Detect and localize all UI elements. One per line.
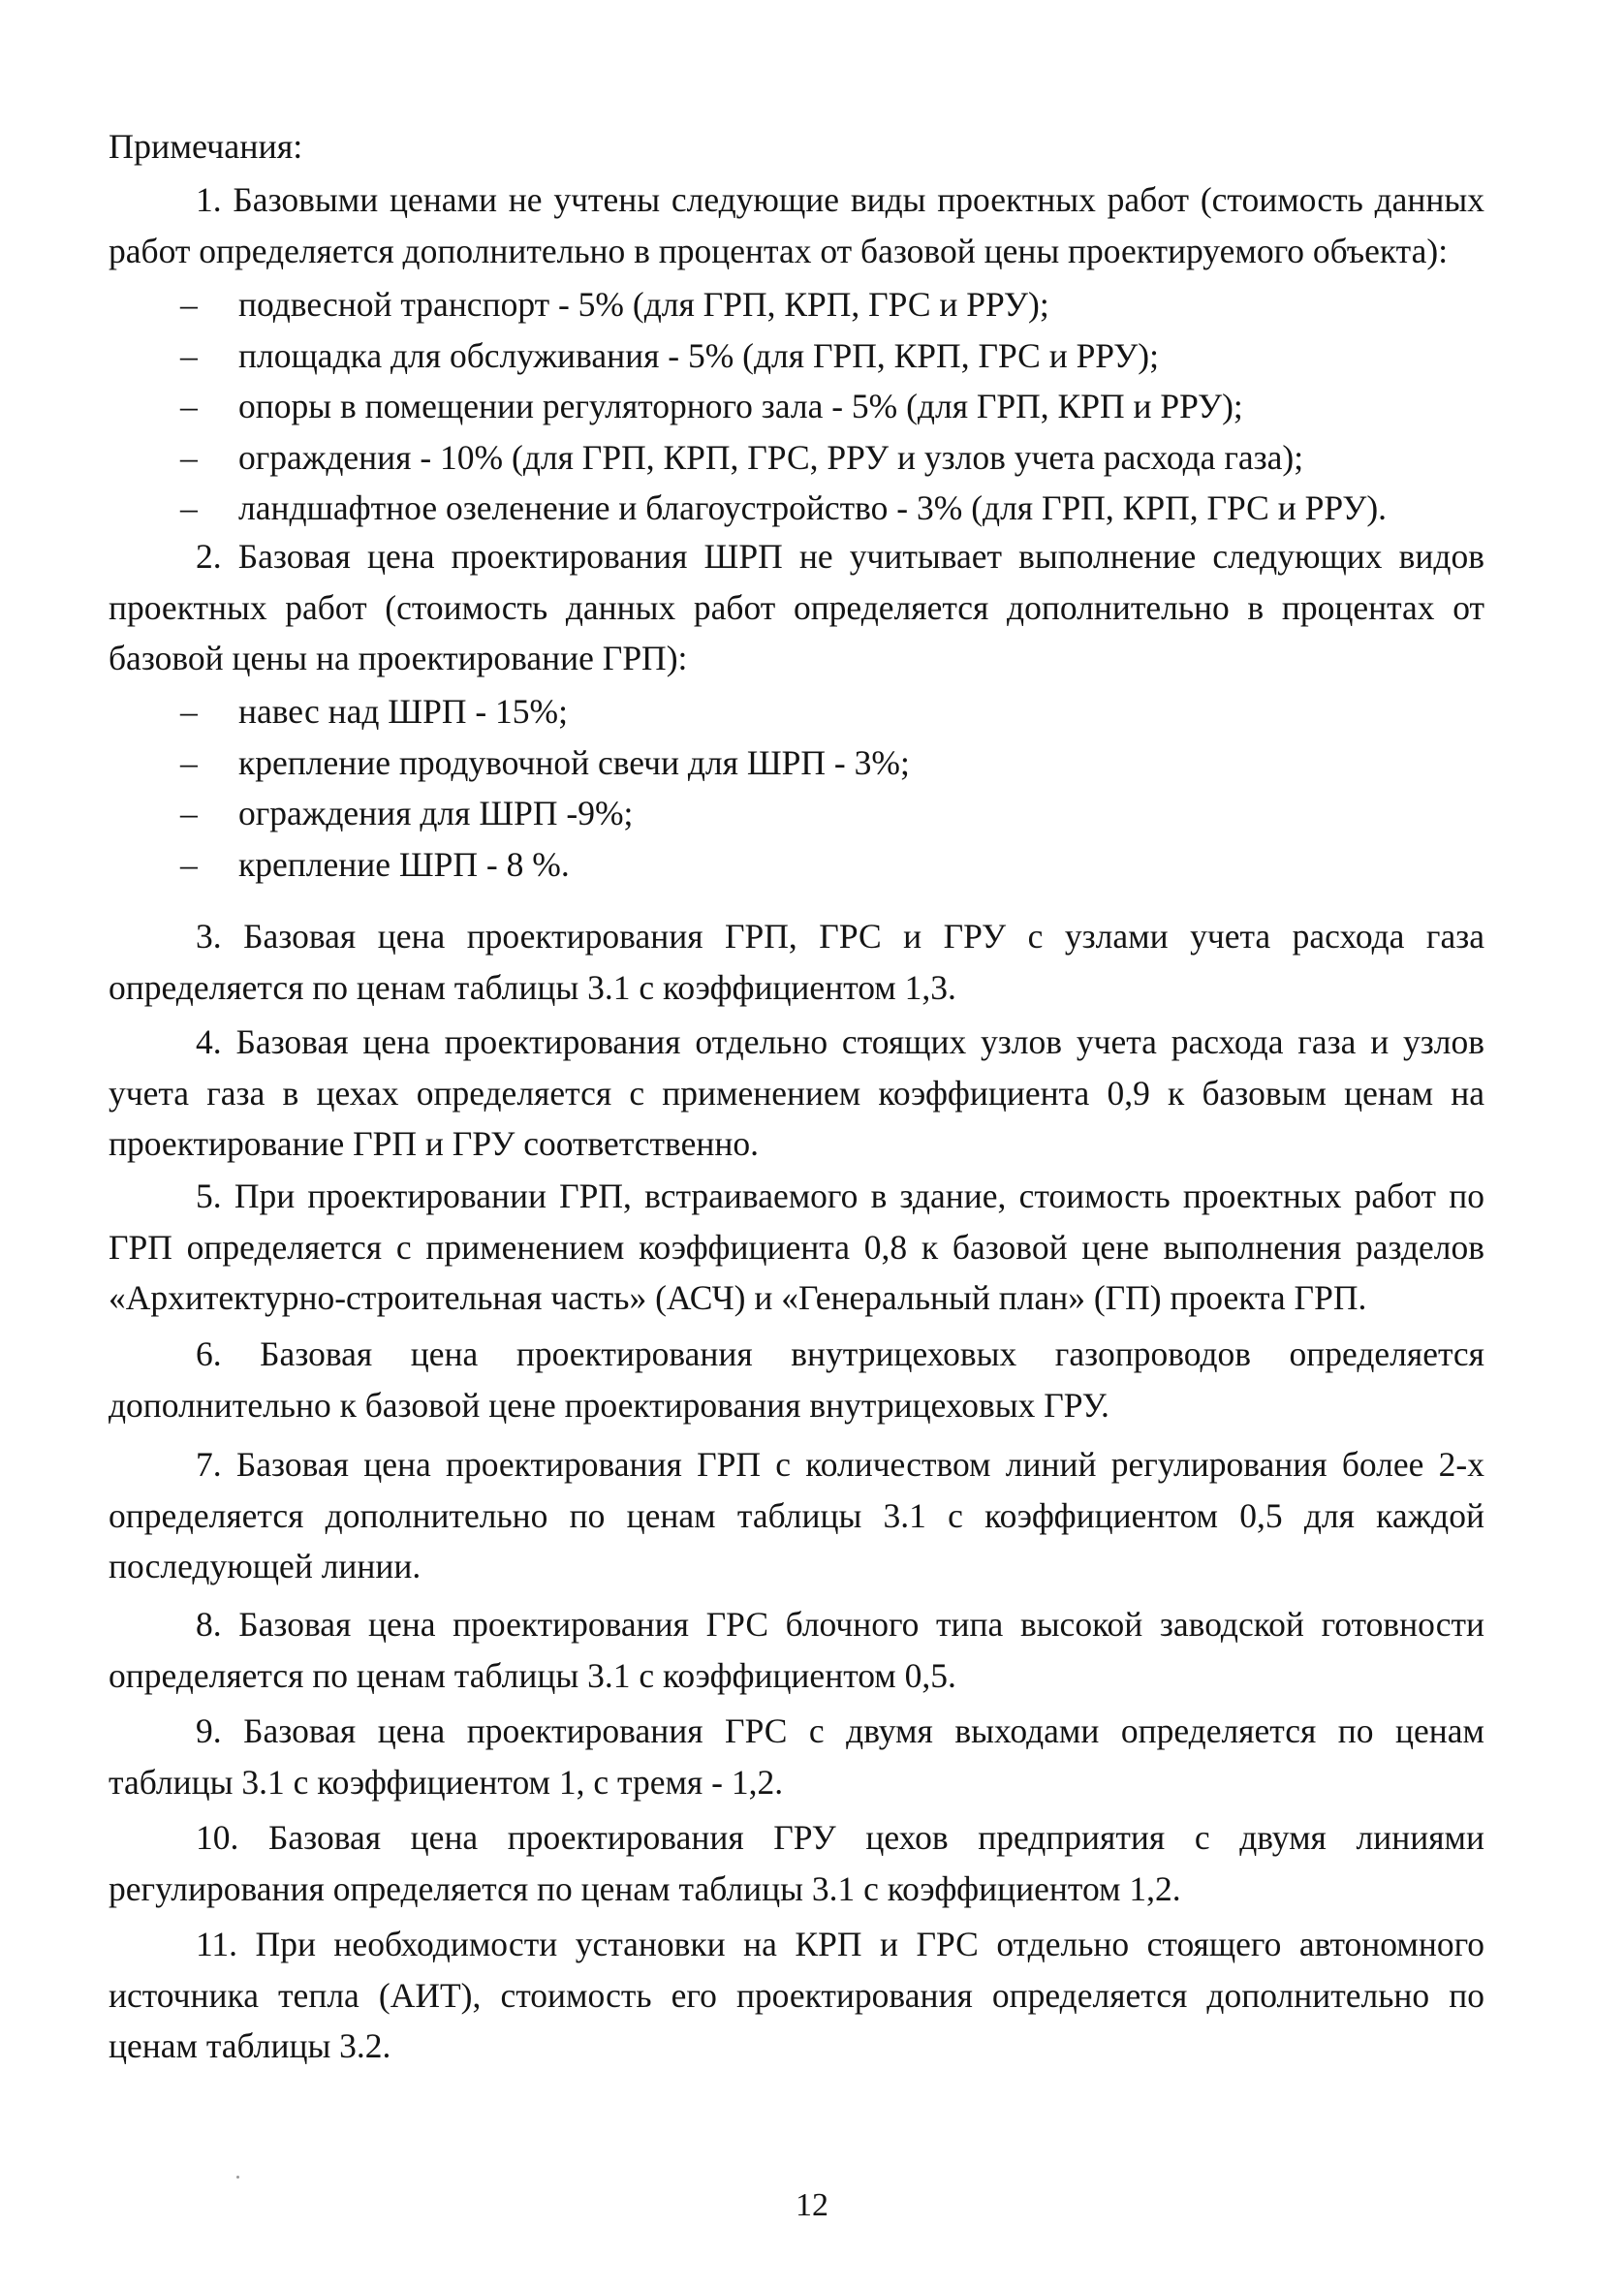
dash-marker: – — [180, 285, 198, 324]
list-item-text: крепление ШРП - 8 %. — [238, 844, 570, 884]
dash-marker: – — [180, 335, 198, 375]
note-9-paragraph: 9. Базовая цена проектирования ГРС с двумя выходами определяется по ценам таблицы 3.1 с коэффициентом 1, с тремя - 1,2. — [109, 1711, 1484, 1802]
list-item — [180, 483, 1387, 534]
note-11-paragraph: 11. При необходимости установки на КРП и ГРС отдельно стоящего автономного источника тепла (АИТ), стоимость его проектирования определяется дополнительно по ценам таблицы 3.2. — [109, 1925, 1484, 2065]
list-item-text: подвесной транспорт - 5% (для ГРП, КРП, ГРС и РРУ); — [238, 285, 1049, 324]
note-2-paragraph: 2. Базовая цена проектирования ШРП не учитывает выполнение следующих видов проектных работ (стоимость данных работ определяется дополнительно в процентах от базовой цены на проектирование ГРП): — [109, 537, 1484, 677]
list-item — [180, 432, 1387, 484]
list-item-text: опоры в помещении регуляторного зала - 5% (для ГРП, КРП и РРУ); — [238, 387, 1243, 425]
notes-heading: Примечания: — [109, 127, 303, 166]
note-5-paragraph: 5. При проектировании ГРП, встраиваемого в здание, стоимость проектных работ по ГРП определяется с применением коэффициента 0,8 к базовой цене выполнения разделов «Архитектурно-строительная часть» (АСЧ) и «Генеральный план» (ГП) проекта ГРП. — [109, 1176, 1484, 1317]
list-item — [180, 686, 910, 737]
list-item — [180, 330, 1387, 382]
dash-marker: – — [180, 387, 198, 425]
list-item-text: навес над ШРП - 15%; — [238, 692, 568, 731]
dash-marker: – — [180, 692, 198, 731]
list-item-text: крепление продувочной свечи для ШРП - 3%; — [238, 742, 910, 782]
page-number: 12 — [796, 2187, 828, 2223]
list-item-text: ограждения для ШРП -9%; — [238, 794, 634, 832]
list-item — [180, 839, 910, 891]
note-3-paragraph: 3. Базовая цена проектирования ГРП, ГРС и ГРУ с узлами учета расхода газа определяется по ценам таблицы 3.1 с коэффициентом 1,3. — [109, 917, 1484, 1007]
list-item — [180, 788, 910, 839]
note-8-paragraph: 8. Базовая цена проектирования ГРС блочного типа высокой заводской готовности определяется по ценам таблицы 3.1 с коэффициентом 0,5. — [109, 1605, 1484, 1695]
note-7-paragraph: 7. Базовая цена проектирования ГРП с количеством линий регулирования более 2-х определяется дополнительно по ценам таблицы 3.1 с коэффициентом 0,5 для каждой последующей линии. — [109, 1445, 1484, 1585]
list-item — [180, 381, 1387, 432]
dash-marker: – — [180, 742, 198, 782]
list-item — [180, 279, 1387, 330]
list-item-text: площадка для обслуживания - 5% (для ГРП, КРП, ГРС и РРУ); — [238, 335, 1159, 375]
note-4-paragraph: 4. Базовая цена проектирования отдельно стоящих узлов учета расхода газа и узлов учета газа в цехах определяется с применением коэффициента 0,9 к базовым ценам на проектирование ГРП и ГРУ соответственно. — [109, 1022, 1484, 1163]
dash-marker: – — [180, 437, 198, 477]
list-item-text: ландшафтное озеленение и благоустройство - 3% (для ГРП, КРП, ГРС и РРУ). — [238, 488, 1388, 527]
dash-marker: – — [180, 794, 198, 832]
list-item — [180, 737, 910, 789]
scan-speck — [236, 2176, 239, 2179]
note-6-paragraph: 6. Базовая цена проектирования внутрицеховых газопроводов определяется дополнительно к базовой цене проектирования внутрицеховых ГРУ. — [109, 1334, 1484, 1425]
note-2-list — [180, 686, 910, 890]
note-1-paragraph: 1. Базовыми ценами не учтены следующие виды проектных работ (стоимость данных работ определяется дополнительно в процентах от базовой цены проектируемого объекта): — [109, 180, 1484, 270]
note-10-paragraph: 10. Базовая цена проектирования ГРУ цехов предприятия с двумя линиями регулирования определяется по ценам таблицы 3.1 с коэффициентом 1,2. — [109, 1818, 1484, 1908]
dash-marker: – — [180, 488, 198, 527]
note-1-list — [180, 279, 1387, 534]
dash-marker: – — [180, 844, 198, 884]
list-item-text: ограждения - 10% (для ГРП, КРП, ГРС, РРУ и узлов учета расхода газа); — [238, 437, 1304, 477]
